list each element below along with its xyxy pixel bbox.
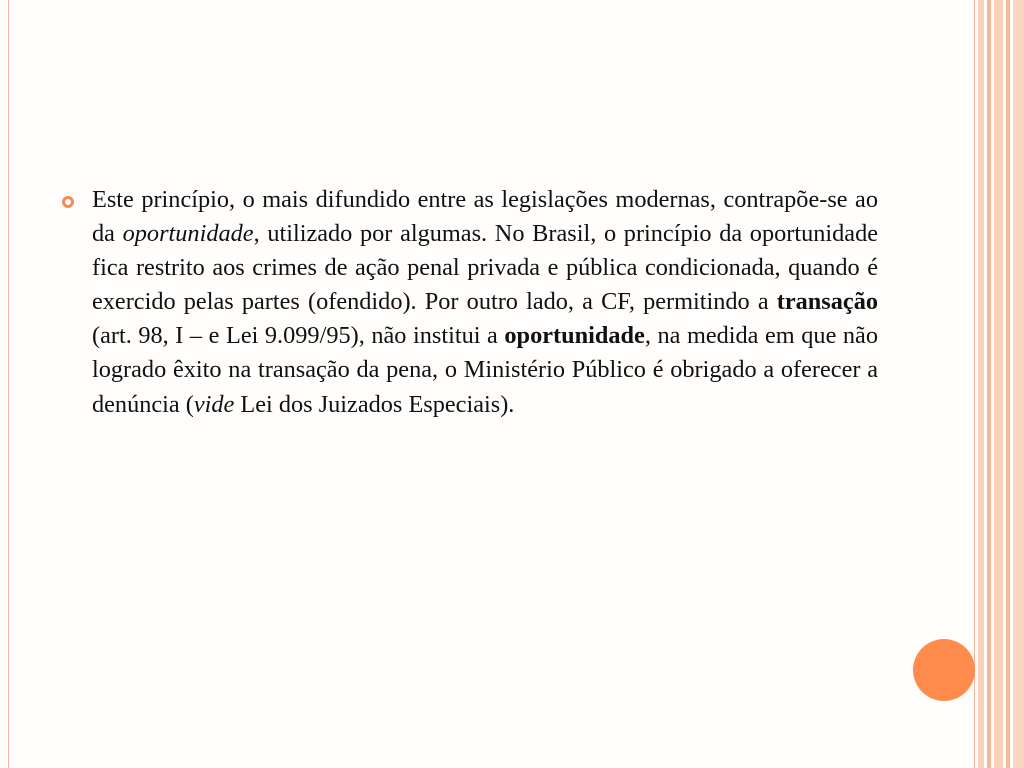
decorative-stripe xyxy=(1013,0,1024,768)
bullet-paragraph xyxy=(92,183,878,422)
bold-term-oportunidade: oportunidade xyxy=(504,322,645,350)
decorative-orange-circle xyxy=(913,639,975,701)
italic-term-vide: vide xyxy=(193,390,235,418)
bullet-circle-icon xyxy=(62,196,74,208)
decorative-stripe xyxy=(978,0,984,768)
text-segment: Este princípio, o mais difundido entre as legislações modernas, contrapõe-se ao da xyxy=(92,186,878,248)
text-segment: , na medida em que não logrado êxito na transação da pena, o Ministério Público é obrigado a oferecer a denúncia ( xyxy=(92,322,878,418)
decorative-stripe xyxy=(987,0,991,768)
decorative-stripe xyxy=(1006,0,1010,768)
text-segment: , utilizado por algumas. No Brasil, o princípio da oportunidade fica restrito aos crimes de ação penal privada e pública condicionada, quando é exercido pelas partes (ofendido). Por outro lado, a CF, permitindo a xyxy=(92,220,879,316)
text-segment: Lei dos Juizados Especiais). xyxy=(234,390,515,418)
italic-term-oportunidade: oportunidade xyxy=(122,220,254,248)
text-segment: (art. 98, I – e Lei 9.099/95), não institui a xyxy=(92,322,505,350)
bold-term-transacao: transação xyxy=(776,288,878,316)
decorative-stripe xyxy=(994,0,1003,768)
bullet-list xyxy=(62,183,878,422)
